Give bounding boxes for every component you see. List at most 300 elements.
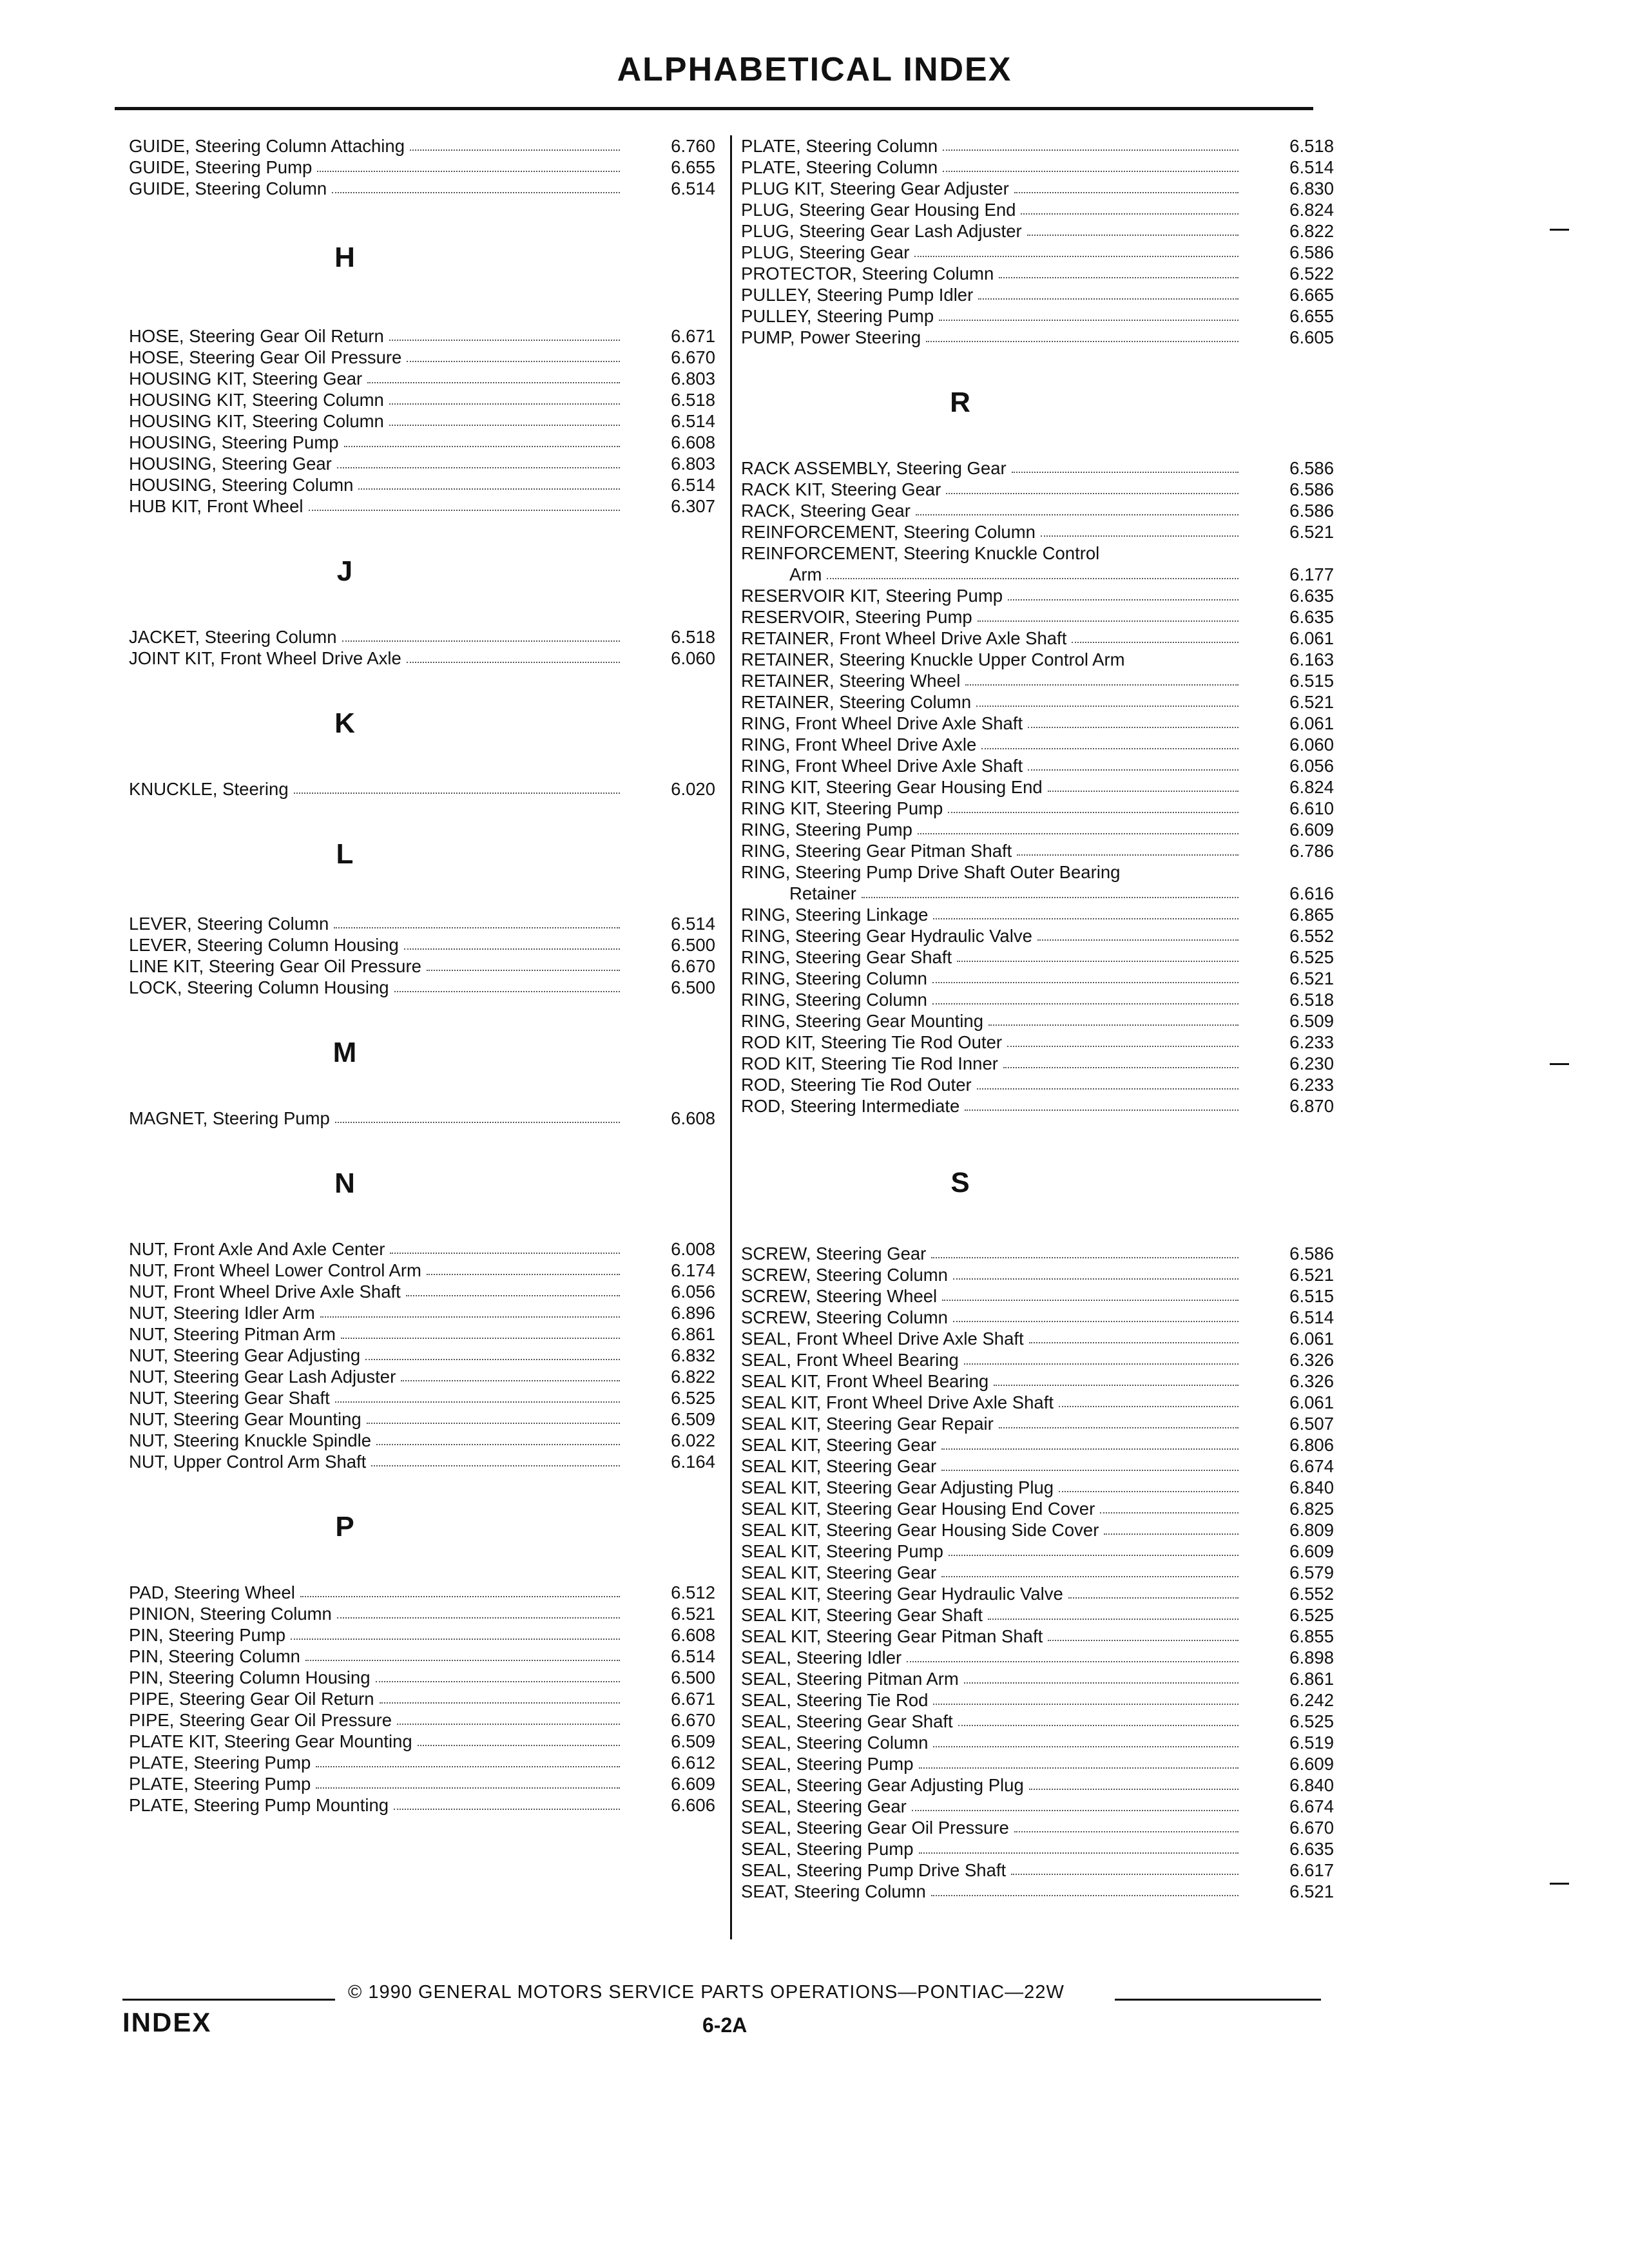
entry-label: GUIDE, Steering Pump <box>129 157 313 177</box>
entry-label: NUT, Steering Gear Lash Adjuster <box>129 1367 396 1387</box>
dot-leader <box>943 149 1239 151</box>
entry-page-ref: 6.514 <box>671 178 715 198</box>
title-rule <box>115 107 1313 110</box>
entry-page-ref: 6.803 <box>671 369 715 389</box>
index-entry <box>129 1603 715 1624</box>
section-gap <box>129 1543 715 1582</box>
entry-page-ref: 6.008 <box>671 1239 715 1259</box>
index-entry <box>129 1302 715 1323</box>
dot-leader <box>965 1110 1239 1111</box>
dot-leader <box>1068 1597 1239 1599</box>
index-entry <box>129 389 715 410</box>
entry-page-ref: 6.515 <box>1289 671 1334 691</box>
entry-label: PAD, Steering Wheel <box>129 1582 295 1602</box>
entry-label: RING, Steering Gear Pitman Shaft <box>741 841 1012 861</box>
dot-leader <box>916 514 1239 515</box>
entry-label: REINFORCEMENT, Steering Knuckle Control <box>741 543 1100 563</box>
entry-page-ref: 6.521 <box>1289 1265 1334 1285</box>
entry-label: SEAL KIT, Steering Gear Shaft <box>741 1605 983 1625</box>
footer-rule-right <box>1115 1999 1321 2001</box>
entry-label: JOINT KIT, Front Wheel Drive Axle <box>129 648 401 668</box>
dot-leader <box>1059 1491 1239 1492</box>
index-entry <box>129 1108 715 1129</box>
entry-label: PLATE KIT, Steering Gear Mounting <box>129 1731 412 1751</box>
entry-page-ref: 6.840 <box>1289 1775 1334 1795</box>
dot-leader <box>427 1274 620 1275</box>
dot-leader <box>1029 1789 1239 1790</box>
entry-page-ref: 6.670 <box>671 956 715 976</box>
dot-leader <box>291 1639 620 1640</box>
index-entry <box>741 500 1334 521</box>
entry-label: SEAL KIT, Steering Gear <box>741 1562 937 1582</box>
dot-leader <box>394 991 620 992</box>
entry-label: RING, Steering Gear Hydraulic Valve <box>741 926 1032 946</box>
entry-page-ref: 6.230 <box>1289 1053 1334 1073</box>
dot-leader <box>999 277 1239 278</box>
column-divider <box>730 135 732 1939</box>
margin-tick <box>1550 1063 1569 1065</box>
dot-leader <box>957 961 1239 962</box>
entry-label: RING, Steering Gear Mounting <box>741 1011 984 1031</box>
dot-leader <box>964 1363 1239 1365</box>
dot-leader <box>358 488 620 490</box>
dot-leader <box>300 1596 620 1597</box>
dot-leader <box>827 578 1239 579</box>
section-gap <box>741 419 1334 457</box>
entry-label: RING, Front Wheel Drive Axle <box>741 735 977 754</box>
index-entry <box>741 734 1334 755</box>
index-entry <box>741 1264 1334 1285</box>
dot-leader <box>953 1278 1239 1280</box>
entry-label: SEAL KIT, Steering Gear Housing Side Cover <box>741 1520 1099 1540</box>
index-entry <box>741 199 1334 220</box>
dot-leader <box>389 403 620 405</box>
section-gap <box>129 740 715 778</box>
entry-label: ROD KIT, Steering Tie Rod Outer <box>741 1032 1003 1052</box>
dot-leader <box>1008 599 1239 601</box>
entry-label: SEAL, Steering Gear Shaft <box>741 1711 953 1731</box>
dot-leader <box>317 171 620 172</box>
section-gap <box>129 1200 715 1238</box>
entry-page-ref: 6.865 <box>1289 905 1334 925</box>
entry-label: LOCK, Steering Column Housing <box>129 977 389 997</box>
index-entry <box>741 1711 1334 1732</box>
index-entry <box>741 1456 1334 1477</box>
entry-label: HOUSING, Steering Column <box>129 475 354 495</box>
entry-page-ref: 6.514 <box>671 411 715 431</box>
index-entry <box>741 840 1334 861</box>
entry-page-ref: 6.822 <box>1289 221 1334 241</box>
entry-label: HUB KIT, Front Wheel <box>129 496 304 516</box>
entry-label: SEAL, Steering Pump <box>741 1839 914 1859</box>
entry-page-ref: 6.825 <box>1289 1499 1334 1519</box>
dot-leader <box>978 298 1239 300</box>
index-entry <box>129 1387 715 1408</box>
entry-page-ref: 6.822 <box>671 1367 715 1387</box>
entry-page-ref: 6.500 <box>671 1667 715 1687</box>
dot-leader <box>335 1401 620 1403</box>
entry-page-ref: 6.586 <box>1289 479 1334 499</box>
dot-leader <box>1028 769 1239 771</box>
index-entry <box>741 798 1334 819</box>
entry-page-ref: 6.674 <box>1289 1456 1334 1476</box>
entry-label: RING, Steering Pump Drive Shaft Outer Bearing <box>741 862 1121 882</box>
index-entry <box>741 904 1334 925</box>
dot-leader <box>335 1122 620 1123</box>
entry-page-ref: 6.514 <box>1289 1307 1334 1327</box>
entry-label: PINION, Steering Column <box>129 1604 332 1624</box>
dot-leader <box>1014 192 1239 193</box>
dot-leader <box>294 793 620 794</box>
dot-leader <box>965 684 1239 686</box>
entry-page-ref: 6.518 <box>1289 136 1334 156</box>
entry-label: SEAL, Front Wheel Bearing <box>741 1350 959 1370</box>
dot-leader <box>946 493 1239 494</box>
index-entry <box>129 1752 715 1773</box>
index-entry <box>129 410 715 432</box>
dot-leader <box>337 467 620 468</box>
index-entry <box>741 1477 1334 1498</box>
index-entry <box>741 1032 1334 1053</box>
entry-page-ref: 6.515 <box>1289 1286 1334 1306</box>
entry-page-ref: 6.521 <box>1289 1881 1334 1901</box>
index-entry <box>741 479 1334 500</box>
entry-page-ref: 6.521 <box>671 1604 715 1624</box>
entry-page-ref: 6.586 <box>1289 458 1334 478</box>
entry-page-ref: 6.521 <box>1289 968 1334 988</box>
index-entry <box>741 1095 1334 1117</box>
dot-leader <box>953 1321 1239 1322</box>
dot-leader <box>943 171 1239 172</box>
entry-page-ref: 6.233 <box>1289 1075 1334 1095</box>
entry-label: HOUSING KIT, Steering Column <box>129 390 384 410</box>
index-entry <box>129 1731 715 1752</box>
entry-page-ref: 6.020 <box>671 779 715 799</box>
entry-label: REINFORCEMENT, Steering Column <box>741 522 1036 542</box>
section-gap <box>129 1472 715 1511</box>
index-entry <box>741 521 1334 543</box>
entry-label: PLATE, Steering Pump <box>129 1753 311 1773</box>
index-entry <box>129 474 715 495</box>
dot-leader <box>407 361 620 362</box>
entry-page-ref: 6.060 <box>671 648 715 668</box>
section-letter: H <box>334 242 355 273</box>
section-letter: J <box>336 555 353 587</box>
entry-label: ROD, Steering Intermediate <box>741 1096 960 1116</box>
index-entry <box>741 564 1334 585</box>
dot-leader <box>342 640 621 642</box>
entry-label: HOSE, Steering Gear Oil Return <box>129 326 384 346</box>
entry-page-ref: 6.671 <box>671 326 715 346</box>
entry-label: NUT, Steering Knuckle Spindle <box>129 1430 372 1450</box>
index-entry <box>129 1260 715 1281</box>
dot-leader <box>1027 235 1239 236</box>
dot-leader <box>371 1465 620 1466</box>
dot-leader <box>394 1809 620 1810</box>
entry-label: HOUSING KIT, Steering Column <box>129 411 384 431</box>
entry-label: RING, Steering Gear Shaft <box>741 947 952 967</box>
dot-leader <box>949 1555 1239 1556</box>
entry-label: SCREW, Steering Gear <box>741 1244 927 1264</box>
entry-label: HOUSING, Steering Gear <box>129 454 332 474</box>
index-entry <box>129 1709 715 1731</box>
entry-page-ref: 6.608 <box>671 1108 715 1128</box>
entry-label: ROD, Steering Tie Rod Outer <box>741 1075 972 1095</box>
dot-leader <box>390 1253 620 1254</box>
index-entry <box>129 495 715 517</box>
index-entry <box>129 1794 715 1816</box>
dot-leader <box>376 1681 621 1682</box>
index-entry <box>129 1646 715 1667</box>
index-entry <box>741 1562 1334 1583</box>
index-entry <box>129 1773 715 1794</box>
entry-label: PROTECTOR, Steering Column <box>741 264 994 284</box>
entry-page-ref: 6.760 <box>671 136 715 156</box>
entry-label: SEAL KIT, Steering Gear Pitman Shaft <box>741 1626 1043 1646</box>
index-entry <box>741 1413 1334 1434</box>
index-entry <box>741 1498 1334 1519</box>
index-entry <box>741 1774 1334 1796</box>
entry-label: PLUG KIT, Steering Gear Adjuster <box>741 178 1009 198</box>
entry-label: SEAL KIT, Steering Gear Housing End Cover <box>741 1499 1095 1519</box>
entry-page-ref: 6.061 <box>1289 1329 1334 1349</box>
entry-label: PIPE, Steering Gear Oil Return <box>129 1689 374 1709</box>
dot-leader <box>977 1088 1239 1090</box>
entry-label: PLUG, Steering Gear Housing End <box>741 200 1016 220</box>
index-entry <box>741 947 1334 968</box>
dot-leader <box>981 748 1239 749</box>
entry-label: SEAL KIT, Steering Gear <box>741 1435 937 1455</box>
index-entry <box>741 1647 1334 1668</box>
dot-leader <box>337 1617 620 1619</box>
page-number: 6-2A <box>702 2013 747 2037</box>
entry-page-ref: 6.670 <box>1289 1818 1334 1838</box>
dot-leader <box>320 1316 620 1318</box>
dot-leader <box>344 446 620 447</box>
entry-page-ref: 6.514 <box>671 914 715 934</box>
margin-tick <box>1550 229 1569 231</box>
dot-leader <box>389 425 620 426</box>
dot-leader <box>1017 854 1239 856</box>
entry-label: PLATE, Steering Pump <box>129 1774 311 1794</box>
index-entry <box>741 1817 1334 1838</box>
dot-leader <box>914 256 1239 257</box>
entry-label: RING, Steering Column <box>741 990 927 1010</box>
index-entry <box>129 157 715 178</box>
entry-label: SEAL KIT, Steering Gear Adjusting Plug <box>741 1477 1054 1497</box>
entry-label: SEAL KIT, Steering Gear <box>741 1456 937 1476</box>
entry-label: SCREW, Steering Wheel <box>741 1286 938 1306</box>
entry-label: Retainer <box>789 883 856 903</box>
entry-label: PLATE, Steering Pump Mounting <box>129 1795 389 1815</box>
dot-leader <box>1048 791 1239 792</box>
dot-leader <box>1104 1533 1239 1535</box>
entry-page-ref: 6.635 <box>1289 607 1334 627</box>
entry-page-ref: 6.500 <box>671 935 715 955</box>
entry-page-ref: 6.326 <box>1289 1350 1334 1370</box>
dot-leader <box>958 1725 1239 1726</box>
entry-label: PIN, Steering Column <box>129 1646 300 1666</box>
dot-leader <box>933 1746 1239 1747</box>
entry-label: SEAL KIT, Steering Gear Hydraulic Valve <box>741 1584 1063 1604</box>
index-column-left <box>129 135 715 1816</box>
entry-label: PIN, Steering Pump <box>129 1625 286 1645</box>
entry-page-ref: 6.606 <box>671 1795 715 1815</box>
entry-page-ref: 6.500 <box>671 977 715 997</box>
entry-label: NUT, Front Wheel Lower Control Arm <box>129 1260 421 1280</box>
dot-leader <box>1072 642 1239 643</box>
entry-label: SEAL, Steering Pump <box>741 1754 914 1774</box>
dot-leader <box>912 1810 1239 1811</box>
entry-page-ref: 6.518 <box>1289 990 1334 1010</box>
index-entry <box>741 1668 1334 1689</box>
index-entry <box>741 135 1334 157</box>
dot-leader <box>367 382 620 383</box>
entry-page-ref: 6.609 <box>1289 1754 1334 1774</box>
entry-page-ref: 6.586 <box>1289 1244 1334 1264</box>
dot-leader <box>948 812 1239 813</box>
entry-page-ref: 6.507 <box>1289 1414 1334 1434</box>
index-entry <box>741 1838 1334 1860</box>
entry-label: NUT, Steering Gear Shaft <box>129 1388 330 1408</box>
index-entry <box>741 220 1334 242</box>
entry-label: PLUG, Steering Gear Lash Adjuster <box>741 221 1022 241</box>
index-entry <box>741 1881 1334 1902</box>
dot-leader <box>332 192 620 193</box>
entry-label: HOUSING, Steering Pump <box>129 432 339 452</box>
dot-leader <box>942 1300 1239 1301</box>
entry-label: HOUSING KIT, Steering Gear <box>129 369 363 389</box>
index-entry <box>741 670 1334 691</box>
entry-label: HOSE, Steering Gear Oil Pressure <box>129 347 402 367</box>
index-entry <box>129 1345 715 1366</box>
index-entry <box>741 1392 1334 1413</box>
entry-page-ref: 6.608 <box>671 432 715 452</box>
index-entry <box>741 457 1334 479</box>
section-letter: P <box>335 1511 354 1542</box>
dot-leader <box>941 1448 1239 1450</box>
entry-page-ref: 6.509 <box>671 1731 715 1751</box>
dot-leader <box>933 1704 1239 1705</box>
entry-page-ref: 6.163 <box>1289 649 1334 669</box>
entry-page-ref: 6.832 <box>671 1345 715 1365</box>
index-entry <box>129 1366 715 1387</box>
entry-label: KNUCKLE, Steering <box>129 779 289 799</box>
dot-leader <box>309 510 621 511</box>
index-entry <box>741 628 1334 649</box>
entry-page-ref: 6.518 <box>671 627 715 647</box>
index-entry <box>741 989 1334 1010</box>
entry-page-ref: 6.233 <box>1289 1032 1334 1052</box>
index-entry <box>129 1582 715 1603</box>
entry-label: JACKET, Steering Column <box>129 627 337 647</box>
dot-leader <box>404 948 620 950</box>
dot-leader <box>941 1470 1239 1471</box>
entry-page-ref: 6.824 <box>1289 777 1334 797</box>
index-entry <box>741 178 1334 199</box>
entry-page-ref: 6.617 <box>1289 1860 1334 1880</box>
entry-page-ref: 6.609 <box>1289 1541 1334 1561</box>
entry-page-ref: 6.509 <box>671 1409 715 1429</box>
dot-leader <box>410 149 620 151</box>
index-entry <box>741 1541 1334 1562</box>
index-entry <box>741 1626 1334 1647</box>
section-gap <box>129 517 715 555</box>
dot-leader <box>401 1380 620 1381</box>
entry-page-ref: 6.605 <box>1289 327 1334 347</box>
section-letter: N <box>334 1168 355 1199</box>
entry-page-ref: 6.824 <box>1289 200 1334 220</box>
dot-leader <box>1100 1512 1239 1514</box>
entry-page-ref: 6.525 <box>1289 947 1334 967</box>
section-letter: S <box>950 1167 970 1198</box>
dot-leader <box>389 340 620 341</box>
entry-page-ref: 6.522 <box>1289 264 1334 284</box>
section-label: INDEX <box>122 2007 212 2037</box>
dot-leader <box>365 1359 620 1360</box>
entry-page-ref: 6.670 <box>671 347 715 367</box>
entry-page-ref: 6.674 <box>1289 1796 1334 1816</box>
section-letter: L <box>336 838 354 870</box>
index-entry <box>741 157 1334 178</box>
entry-label: SEAL, Steering Gear Oil Pressure <box>741 1818 1009 1838</box>
dot-leader <box>316 1787 620 1789</box>
entry-label: SEAL KIT, Front Wheel Bearing <box>741 1371 989 1391</box>
entry-page-ref: 6.671 <box>671 1689 715 1709</box>
index-entry <box>129 1451 715 1472</box>
entry-page-ref: 6.586 <box>1289 242 1334 262</box>
entry-page-ref: 6.610 <box>1289 798 1334 818</box>
entry-label: PLUG, Steering Gear <box>741 242 910 262</box>
index-entry <box>741 606 1334 628</box>
entry-label: LINE KIT, Steering Gear Oil Pressure <box>129 956 421 976</box>
section-gap <box>741 1199 1334 1243</box>
entry-page-ref: 6.525 <box>671 1388 715 1408</box>
dot-leader <box>1028 727 1239 728</box>
index-entry <box>741 1243 1334 1264</box>
entry-label: RING, Steering Column <box>741 968 927 988</box>
dot-leader <box>1037 939 1239 941</box>
dot-leader <box>1048 1640 1239 1641</box>
index-entry <box>129 1408 715 1430</box>
index-entry <box>741 1753 1334 1774</box>
section-gap <box>129 669 715 707</box>
dot-leader <box>341 1338 620 1339</box>
entry-label: SEAL, Steering Gear Adjusting Plug <box>741 1775 1024 1795</box>
entry-page-ref: 6.521 <box>1289 522 1334 542</box>
index-entry <box>741 284 1334 305</box>
entry-page-ref: 6.616 <box>1289 883 1334 903</box>
entry-label: GUIDE, Steering Column Attaching <box>129 136 405 156</box>
dot-leader <box>988 1024 1239 1026</box>
dot-leader <box>418 1745 620 1746</box>
entry-page-ref: 6.514 <box>1289 157 1334 177</box>
entry-page-ref: 6.809 <box>1289 1520 1334 1540</box>
index-entry <box>741 649 1334 670</box>
entry-label: NUT, Steering Gear Adjusting <box>129 1345 361 1365</box>
entry-page-ref: 6.061 <box>1289 628 1334 648</box>
entry-label: SEAL KIT, Steering Gear Repair <box>741 1414 994 1434</box>
dot-leader <box>316 1766 620 1767</box>
dot-leader <box>919 1852 1239 1854</box>
entry-page-ref: 6.898 <box>1289 1648 1334 1667</box>
entry-label: RING, Front Wheel Drive Axle Shaft <box>741 713 1023 733</box>
index-entry <box>741 925 1334 947</box>
dot-leader <box>305 1660 620 1661</box>
entry-page-ref: 6.514 <box>671 1646 715 1666</box>
entry-label: RING, Steering Linkage <box>741 905 929 925</box>
dot-leader <box>1012 472 1239 473</box>
